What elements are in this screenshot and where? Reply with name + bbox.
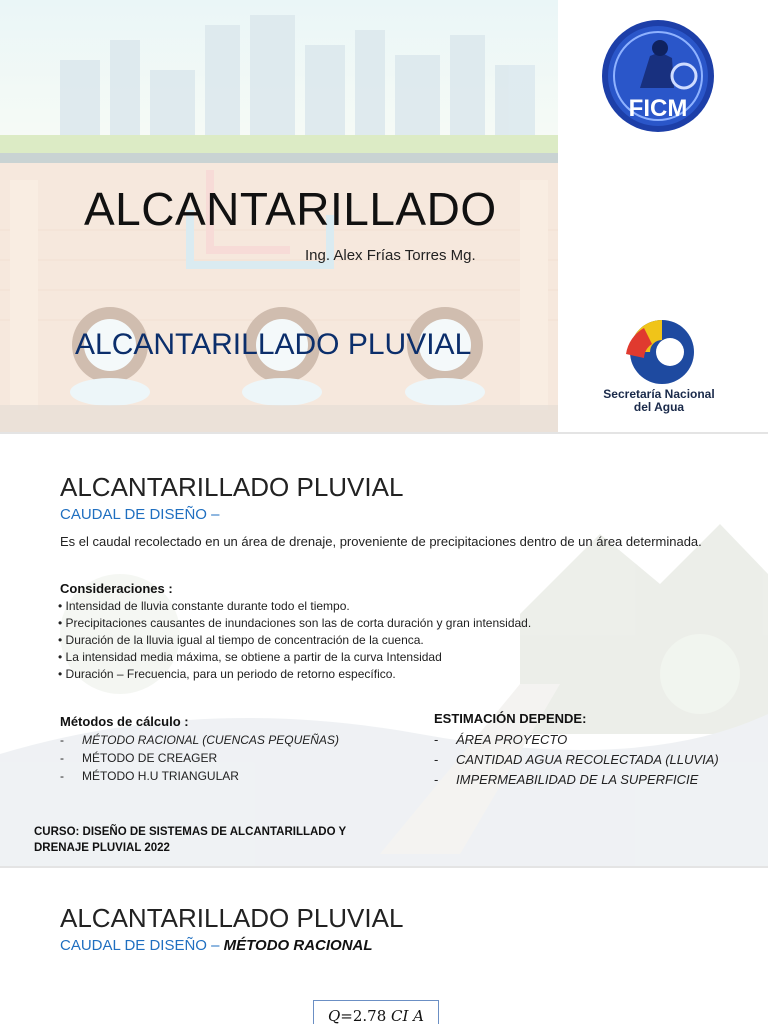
method-label: MÉTODO RACIONAL (CUENCAS PEQUEÑAS): [82, 733, 339, 747]
list-item: [434, 770, 719, 790]
estimation-heading: ESTIMACIÓN DEPENDE:: [434, 711, 587, 726]
list-item: [60, 767, 339, 785]
list-item: • Precipitaciones causantes de inundaciones son las de corta duración y gran intensidad.: [58, 615, 531, 632]
course-footer: [34, 824, 374, 856]
title-slide: [0, 0, 768, 433]
senagua-logo-text: [596, 388, 722, 414]
course-line: DRENAJE PLUVIAL 2022: [34, 842, 170, 854]
methods-heading: Métodos de cálculo :: [60, 714, 189, 729]
list-item: • Duración de la lluvia igual al tiempo de concentración de la cuenca.: [58, 632, 531, 649]
concept-slide: [0, 434, 768, 866]
senagua-line1: Secretaría Nacional: [603, 387, 715, 401]
section-heading: CAUDAL DE DISEÑO –: [60, 506, 220, 523]
method-label: MÉTODO DE CREAGER: [82, 751, 218, 765]
considerations-list: [58, 598, 531, 683]
list-item: [434, 730, 719, 750]
formula-coefficient: =2.78: [340, 1007, 392, 1024]
list-item: • Intensidad de lluvia constante durante todo el tiempo.: [58, 598, 531, 615]
ficm-logo: [600, 18, 716, 134]
slide-title: ALCANTARILLADO PLUVIAL: [60, 472, 404, 502]
formula-variables: CI A: [391, 1007, 425, 1024]
method-slide: [0, 868, 768, 1024]
method-label: MÉTODO H.U TRIANGULAR: [82, 769, 239, 783]
section-heading: [60, 937, 373, 954]
estimation-label: ÁREA PROYECTO: [456, 732, 568, 747]
methods-list: [60, 731, 339, 785]
definition-text: Es el caudal recolectado en un área de drenaje, proveniente de precipitaciones dentro de un área determinada.: [60, 534, 702, 549]
author-name: Ing. Alex Frías Torres Mg.: [305, 247, 476, 264]
list-item: • La intensidad media máxima, se obtiene a partir de la curva Intensidad: [58, 649, 531, 666]
considerations-heading: Consideraciones :: [60, 581, 173, 596]
rational-formula: [313, 1000, 439, 1024]
main-title: ALCANTARILLADO: [84, 183, 497, 235]
estimation-label: IMPERMEABILIDAD DE LA SUPERFICIE: [456, 772, 699, 787]
list-item: [60, 749, 339, 767]
estimation-label: CANTIDAD AGUA RECOLECTADA (LLUVIA): [456, 752, 719, 767]
list-item: [434, 750, 719, 770]
list-item: [60, 731, 339, 749]
estimation-list: [434, 730, 719, 790]
formula-q: Q: [327, 1007, 341, 1024]
course-line: CURSO: DISEÑO DE SISTEMAS DE ALCANTARILLADO Y: [34, 826, 347, 838]
method-name: MÉTODO RACIONAL: [223, 937, 373, 954]
svg-text:FICM: FICM: [628, 95, 688, 122]
slide-title: ALCANTARILLADO PLUVIAL: [60, 903, 404, 933]
list-item: • Duración – Frecuencia, para un periodo de retorno específico.: [58, 666, 531, 683]
slide-subtitle: ALCANTARILLADO PLUVIAL: [75, 328, 472, 361]
senagua-line2: del Agua: [633, 400, 685, 414]
section-heading-label: CAUDAL DE DISEÑO –: [60, 937, 224, 954]
